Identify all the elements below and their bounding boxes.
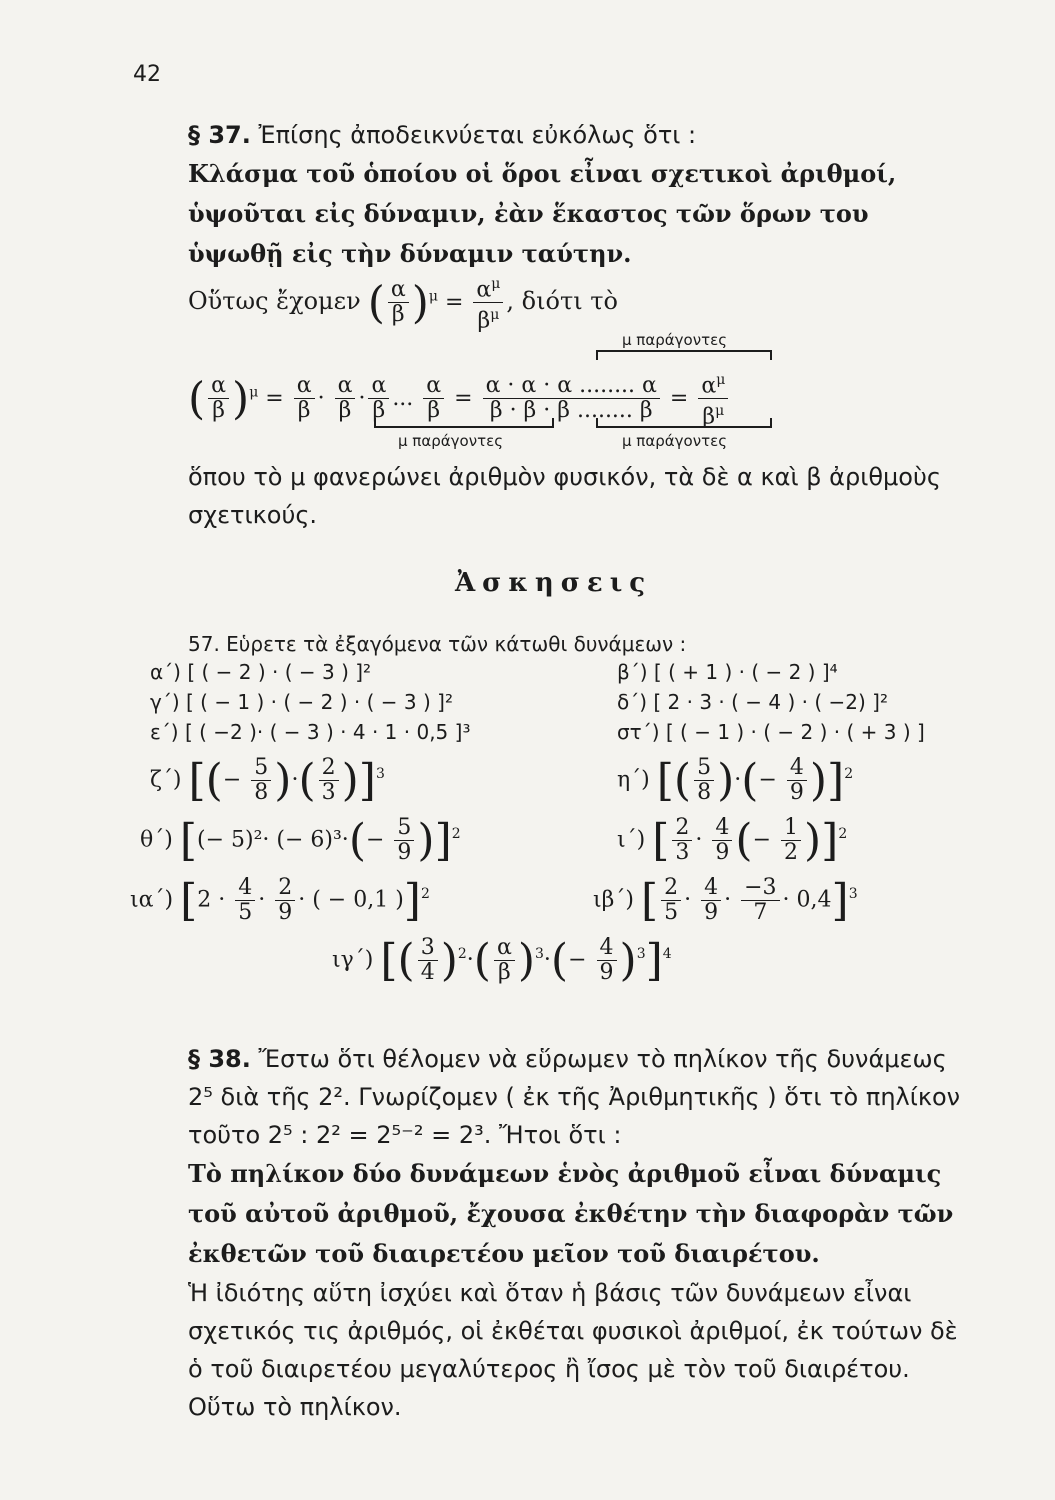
exercise-i: ι΄) [ $\frac{2}{3}$ · $\frac{4}{9}$ (− $\frac{1}{2}$ )]$^2$ <box>617 815 848 866</box>
exercises-heading: Ἀσκησεις <box>455 568 653 598</box>
exercise-intro: 57. Εὑρετε τὰ ἐξαγόμενα τῶν κάτωθι δυνάμεων : <box>188 632 687 656</box>
exercise-a: α΄) [ ( − 2 ) · ( − 3 ) ]² <box>150 660 372 684</box>
section-38-remark: Ἡ ἰδιότης αὕτη ἰσχύει καὶ ὅταν ἡ βάσις τῶν δυνάμεων εἶναι σχετικός τις ἀριθμός, οἱ ἐκθέται φυσικοὶ ἀριθμοί, ἐκ τούτων δὲ ὁ τοῦ διαιρετέου μεγαλύτερος ἢ ἴσος μὲ τὸν τοῦ διαιρέτου. Οὕτω τὸ πηλίκον. <box>188 1279 958 1421</box>
section-intro: Ἐπίσης ἀποδεικνύεται εὐκόλως ὅτι : <box>258 121 697 149</box>
exercise-g: γ΄) [ ( − 1 ) · ( − 2 ) · ( − 3 ) ]² <box>150 690 453 714</box>
theorem-37: Κλάσμα τοῦ ὁποίου οἱ ὅροι εἶναι σχετικοὶ ἀριθμοί, ὑψοῦται εἰς δύναμιν, ἐὰν ἕκαστος τῶν ὅρων του ὑψωθῇ εἰς τὴν δύναμιν ταύτην. <box>188 159 897 268</box>
bottom-brace-right <box>596 418 772 428</box>
formula-power-of-fraction: Οὕτως ἔχομεν ( $\frac{\alpha}{\beta}$ )$^\mu$ = $\frac{\alpha^\mu}{\beta^\mu}$ , διότι τὸ <box>188 272 618 334</box>
exercise-d: δ΄) [ 2 · 3 · ( − 4 ) · ( −2) ]² <box>617 690 889 714</box>
section-37 <box>188 116 968 274</box>
section-38: § 38. Ἔστω ὅτι θέλομεν νὰ εὕρωμεν τὸ πηλίκον τῆς δυνάμεως 2⁵ διὰ τῆς 2². Γνωρίζομεν ( ἐκ τῆς Ἀριθμητικῆς ) ὅτι τὸ πηλίκον τοῦτο 2⁵ : 2² = 2⁵⁻² = 2³. Ἤτοι ὅτι : Τὸ πηλίκον δύο δυνάμεων ἑνὸς ἀριθμοῦ εἶναι δύναμις τοῦ αὐτοῦ ἀριθμοῦ, ἔχουσα ἐκθέτην τὴν διαφορὰν τῶν ἐκθετῶν τοῦ διαιρετέου μεῖον τοῦ διαιρέτου. Ἡ ἰδιότης αὕτη ἰσχύει καὶ ὅταν ἡ βάσις τῶν δυνάμεων εἶναι σχετικός τις ἀριθμός, οἱ ἐκθέται φυσικοὶ ἀριθμοί, ἐκ τούτων δὲ ὁ τοῦ διαιρετέου μεγαλύτερος ἢ ἴσος μὲ τὸν τοῦ διαιρέτου. Οὕτω τὸ πηλίκον. <box>188 1040 968 1426</box>
exercise-st: στ΄) [ ( − 1 ) · ( − 2 ) · ( + 3 ) ] <box>617 720 925 744</box>
section-number: § 37. <box>188 121 251 149</box>
exercise-ig: ιγ΄) [( $\frac{3}{4}$ )$^2$·( $\frac{\alpha}{\beta}$ )$^3$·(− $\frac{4}{9}$ )$^3$]$^4$ <box>332 935 672 986</box>
mu-explanation: ὅπου τὸ μ φανερώνει ἀριθμὸν φυσικόν, τὰ δὲ α καὶ β ἀριθμοὺς σχετικούς. <box>188 463 941 529</box>
brace-label-top: μ παράγοντες <box>622 331 728 349</box>
theorem-38: Τὸ πηλίκον δύο δυνάμεων ἑνὸς ἀριθμοῦ εἶναι δύναμις τοῦ αὐτοῦ ἀριθμοῦ, ἔχουσα ἐκθέτην τὴν διαφορὰν τῶν ἐκθετῶν τοῦ διαιρετέου μεῖον τοῦ διαιρέτου. <box>188 1159 954 1268</box>
exercise-e: ε΄) [ ( −2 )· ( − 3 ) · 4 · 1 · 0,5 ]³ <box>150 720 471 744</box>
section-number-38: § 38. <box>188 1045 251 1073</box>
exercise-z: ζ΄) [(− $\frac{5}{8}$ )·( $\frac{2}{3}$ )]$^3$ <box>150 755 385 806</box>
page-number: 42 <box>133 62 161 87</box>
brace-label-left: μ παράγοντες <box>398 432 504 450</box>
top-brace <box>596 350 772 360</box>
exercise-b: β΄) [ ( + 1 ) · ( − 2 ) ]⁴ <box>617 660 838 684</box>
brace-label-right: μ παράγοντες <box>622 432 728 450</box>
bottom-brace-left <box>374 418 554 428</box>
exercise-ib: ιβ΄) [ $\frac{2}{5}$ · $\frac{4}{9}$ · $\frac{-3}{7}$ · 0,4]$^3$ <box>593 875 858 926</box>
exercise-ia: ια΄) [2 · $\frac{4}{5}$ · $\frac{2}{9}$ · ( − 0,1 )]$^2$ <box>130 875 430 926</box>
exercise-th: θ΄) [(− 5)²· (− 6)³·(− $\frac{5}{9}$ )]$^2$ <box>140 815 461 866</box>
formula-expansion: ( $\frac{\alpha}{\beta}$ )$^\mu$ = $\frac{\alpha}{\beta}$ · $\frac{\alpha}{\beta}$ · $\frac{\alpha}{\beta}$ ... $\frac{\alpha}{\beta}$ = $\frac{\alpha \cdot \alpha \cdot \alpha ........ \alpha}{\beta \cdot \beta \cdot \beta ........ \beta}$ = $\frac{\alpha^\mu}{\beta^\mu}$ <box>188 368 731 430</box>
exercise-h: η΄) [( $\frac{5}{8}$ )·(− $\frac{4}{9}$ )]$^2$ <box>617 755 854 806</box>
